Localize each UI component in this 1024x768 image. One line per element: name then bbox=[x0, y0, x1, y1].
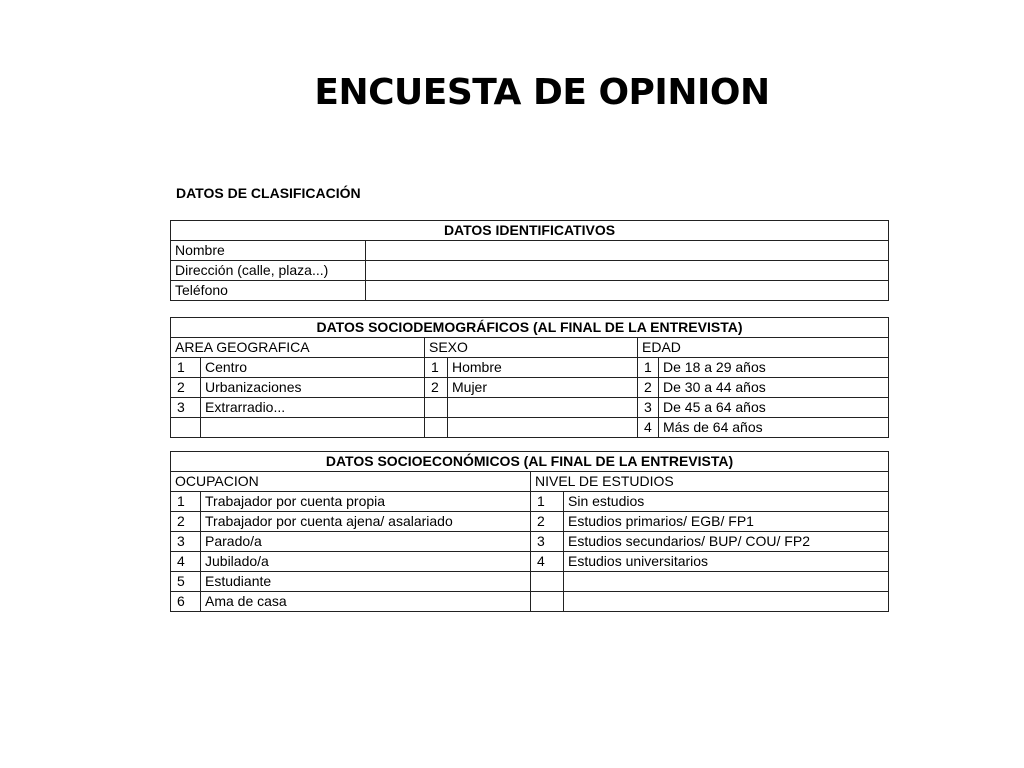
edad-num: 4 bbox=[638, 418, 659, 438]
table-row bbox=[171, 281, 889, 301]
table-row bbox=[171, 552, 889, 572]
edad-num: 1 bbox=[638, 358, 659, 378]
area-num: 2 bbox=[171, 378, 201, 398]
ocupacion-label: Trabajador por cuenta ajena/ asalariado bbox=[201, 512, 531, 532]
col-header-nivel: NIVEL DE ESTUDIOS bbox=[531, 472, 889, 492]
table-row bbox=[171, 358, 889, 378]
nivel-label: Estudios secundarios/ BUP/ COU/ FP2 bbox=[564, 532, 889, 552]
field-label-nombre: Nombre bbox=[171, 241, 366, 261]
area-label: Extrarradio... bbox=[201, 398, 425, 418]
ocupacion-label: Parado/a bbox=[201, 532, 531, 552]
table-row bbox=[171, 572, 889, 592]
ocupacion-num: 1 bbox=[171, 492, 201, 512]
empty-cell bbox=[531, 572, 564, 592]
identificativos-table bbox=[170, 220, 889, 301]
ocupacion-num: 5 bbox=[171, 572, 201, 592]
sexo-label: Mujer bbox=[448, 378, 638, 398]
ocupacion-label: Ama de casa bbox=[201, 592, 531, 612]
nivel-label: Estudios primarios/ EGB/ FP1 bbox=[564, 512, 889, 532]
empty-cell bbox=[425, 398, 448, 418]
col-header-sexo: SEXO bbox=[425, 338, 638, 358]
table-row bbox=[171, 418, 889, 438]
empty-cell bbox=[448, 398, 638, 418]
table-row bbox=[171, 492, 889, 512]
table-row bbox=[171, 398, 889, 418]
sexo-num: 2 bbox=[425, 378, 448, 398]
nivel-num: 3 bbox=[531, 532, 564, 552]
col-header-ocupacion: OCUPACION bbox=[171, 472, 531, 492]
socioeconomicos-title: DATOS SOCIOECONÓMICOS (AL FINAL DE LA ENTREVISTA) bbox=[171, 452, 889, 472]
empty-cell bbox=[425, 418, 448, 438]
nivel-num: 4 bbox=[531, 552, 564, 572]
field-label-direccion: Dirección (calle, plaza...) bbox=[171, 261, 366, 281]
edad-label: De 45 a 64 años bbox=[659, 398, 889, 418]
empty-cell bbox=[564, 572, 889, 592]
nivel-num: 1 bbox=[531, 492, 564, 512]
nombre-input[interactable] bbox=[366, 241, 889, 261]
col-header-edad: EDAD bbox=[638, 338, 889, 358]
ocupacion-num: 2 bbox=[171, 512, 201, 532]
edad-label: Más de 64 años bbox=[659, 418, 889, 438]
edad-label: De 18 a 29 años bbox=[659, 358, 889, 378]
nivel-label: Sin estudios bbox=[564, 492, 889, 512]
col-header-area: AREA GEOGRAFICA bbox=[171, 338, 425, 358]
table-row bbox=[171, 532, 889, 552]
table-row bbox=[171, 512, 889, 532]
area-label: Centro bbox=[201, 358, 425, 378]
sociodemograficos-title: DATOS SOCIODEMOGRÁFICOS (AL FINAL DE LA ENTREVISTA) bbox=[171, 318, 889, 338]
empty-cell bbox=[201, 418, 425, 438]
nivel-num: 2 bbox=[531, 512, 564, 532]
identificativos-title: DATOS IDENTIFICATIVOS bbox=[171, 221, 889, 241]
empty-cell bbox=[531, 592, 564, 612]
nivel-label: Estudios universitarios bbox=[564, 552, 889, 572]
ocupacion-label: Estudiante bbox=[201, 572, 531, 592]
empty-cell bbox=[171, 418, 201, 438]
table-row bbox=[171, 241, 889, 261]
slide-title: ENCUESTA DE OPINION bbox=[314, 72, 770, 113]
ocupacion-num: 6 bbox=[171, 592, 201, 612]
ocupacion-num: 4 bbox=[171, 552, 201, 572]
area-num: 1 bbox=[171, 358, 201, 378]
section-heading: DATOS DE CLASIFICACIÓN bbox=[176, 185, 361, 201]
sexo-label: Hombre bbox=[448, 358, 638, 378]
ocupacion-num: 3 bbox=[171, 532, 201, 552]
edad-num: 2 bbox=[638, 378, 659, 398]
table-row bbox=[171, 592, 889, 612]
edad-num: 3 bbox=[638, 398, 659, 418]
empty-cell bbox=[564, 592, 889, 612]
empty-cell bbox=[448, 418, 638, 438]
area-num: 3 bbox=[171, 398, 201, 418]
table-row bbox=[171, 261, 889, 281]
ocupacion-label: Jubilado/a bbox=[201, 552, 531, 572]
telefono-input[interactable] bbox=[366, 281, 889, 301]
edad-label: De 30 a 44 años bbox=[659, 378, 889, 398]
socioeconomicos-table bbox=[170, 451, 889, 612]
sociodemograficos-table bbox=[170, 317, 889, 438]
field-label-telefono: Teléfono bbox=[171, 281, 366, 301]
direccion-input[interactable] bbox=[366, 261, 889, 281]
table-row bbox=[171, 378, 889, 398]
ocupacion-label: Trabajador por cuenta propia bbox=[201, 492, 531, 512]
sexo-num: 1 bbox=[425, 358, 448, 378]
area-label: Urbanizaciones bbox=[201, 378, 425, 398]
